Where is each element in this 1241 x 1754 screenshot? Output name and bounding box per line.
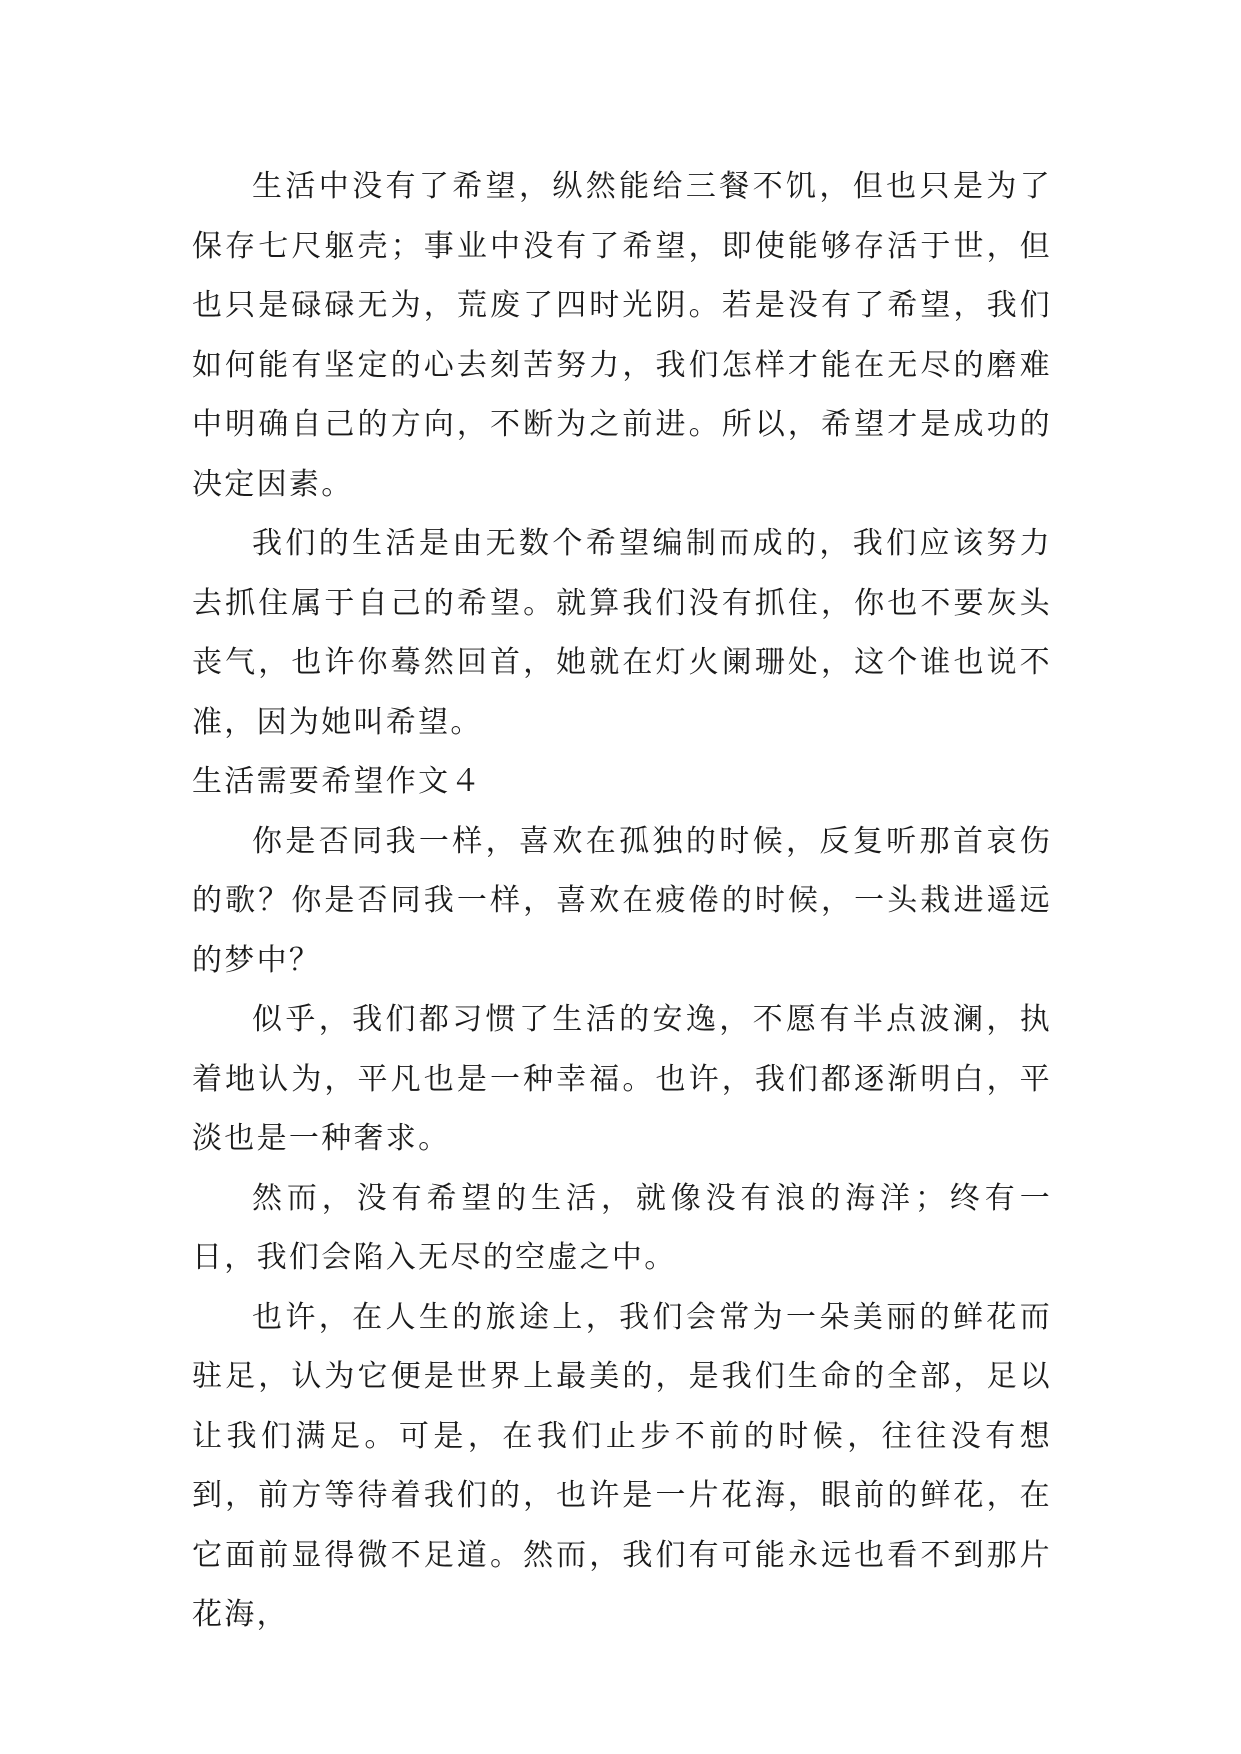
paragraph: 也许，在人生的旅途上，我们会常为一朵美丽的鲜花而驻足，认为它便是世界上最美的，是我们生命的全部，足以让我们满足。可是，在我们止步不前的时候，往往没有想到，前方等待着我们的，也许是一片花海，眼前的鲜花，在它面前显得微不足道。然而，我们有可能永远也看不到那片花海， — [192, 1299, 1052, 1632]
document-body — [192, 157, 1052, 1645]
paragraph: 我们的生活是由无数个希望编制而成的，我们应该努力去抓住属于自己的希望。就算我们没有抓住，你也不要灰头丧气，也许你蓦然回首，她就在灯火阑珊处，这个谁也说不准，因为她叫希望。 — [192, 526, 1052, 740]
section-title: 生活需要希望作文４ — [192, 764, 483, 799]
paragraph: 你是否同我一样，喜欢在孤独的时候，反复听那首哀伤的歌？你是否同我一样，喜欢在疲倦的时候，一头栽进遥远的梦中？ — [192, 823, 1052, 978]
paragraph: 生活中没有了希望，纵然能给三餐不饥，但也只是为了保存七尺躯壳；事业中没有了希望，即使能够存活于世，但也只是碌碌无为，荒废了四时光阴。若是没有了希望，我们如何能有坚定的心去刻苦努力，我们怎样才能在无尽的磨难中明确自己的方向，不断为之前进。所以，希望才是成功的决定因素。 — [192, 169, 1052, 502]
paragraph: 似乎，我们都习惯了生活的安逸，不愿有半点波澜，执着地认为，平凡也是一种幸福。也许，我们都逐渐明白，平淡也是一种奢求。 — [192, 1002, 1052, 1156]
paragraph: 然而，没有希望的生活，就像没有浪的海洋；终有一日，我们会陷入无尽的空虚之中。 — [192, 1180, 1052, 1275]
